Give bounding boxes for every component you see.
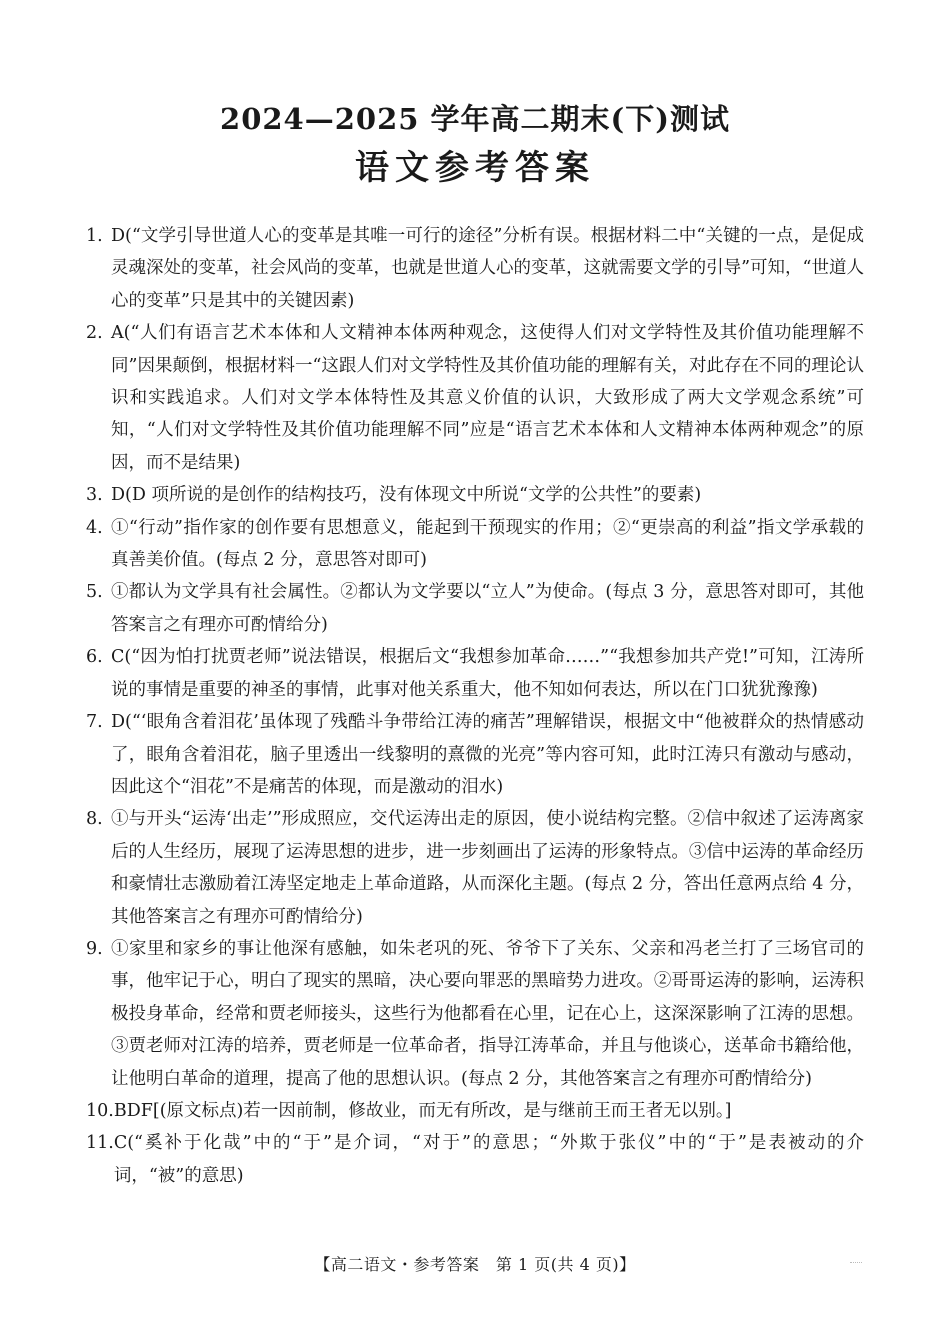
answer-item-4 <box>86 512 864 577</box>
answer-number: 1. <box>86 226 103 246</box>
answer-item-6 <box>86 641 864 706</box>
answer-text: C(“奚补于化哉”中的“于”是介词，“对于”的意思；“外欺于张仪”中的“于”是表被动的介词，“被”的意思) <box>113 1133 864 1186</box>
answer-item-11 <box>86 1127 864 1192</box>
exam-title: 2024—2025 学年高二期末(下)测试 <box>220 102 730 136</box>
answer-item-3 <box>86 479 864 511</box>
answer-number: 4. <box>86 517 103 538</box>
page-footer: 【高二语文・参考答案 第 1 页(共 4 页)】 <box>314 1255 636 1274</box>
answer-text: ①“行动”指作家的创作要有思想意义，能起到干预现实的作用；②“更崇高的利益”指文学承载的真善美价值。(每点 2 分，意思答对即可) <box>111 517 864 571</box>
answer-number: 7. <box>86 712 103 733</box>
answer-item-8 <box>86 803 864 933</box>
answer-item-7 <box>86 706 864 803</box>
answer-number: 11. <box>86 1133 114 1154</box>
answer-text: ①都认为文学具有社会属性。②都认为文学要以“立人”为使命。(每点 3 分，意思答对即可，其他答案言之有理亦可酌情给分) <box>111 582 864 635</box>
answer-list <box>86 220 864 1192</box>
answer-text: D(D 项所说的是创作的结构技巧，没有体现文中所说“文学的公共性”的要素) <box>111 485 702 506</box>
answer-text: ①与开头“运涛‘出走’”形成照应，交代运涛出走的原因，使小说结构完整。②信中叙述了运涛离家后的人生经历，展现了运涛思想的进步，进一步刻画出了运涛的形象特点。③信中运涛的革命经历和豪情壮志激励着江涛坚定地走上革命道路，从而深化主题。(每点 2 分，答出任意两点给 4 分，其他答案言之有理亦可酌情给分) <box>111 809 864 927</box>
answer-text: D(“文学引导世道人心的变革是其唯一可行的途径”分析有误。根据材料二中“关键的一点，是促成灵魂深处的变革，社会风尚的变革，也就是世道人心的变革，这就需要文学的引导”可知，“世道人心的变革”只是其中的关键因素) <box>111 226 864 311</box>
answer-text: A(“人们有语言艺术本体和人文精神本体两种观念，这使得人们对文学特性及其价值功能理解不同”因果颠倒，根据材料一“这跟人们对文学特性及其价值功能的理解有关，对此存在不同的理论认识和实践追求。人们对文学本体特性及其意义价值的认识，大致形成了两大文学观念系统”可知，“人们对文学特性及其价值功能理解不同”应是“语言艺术本体和人文精神本体两种观念”的原因，而不是结果) <box>111 323 864 473</box>
answer-number: 9. <box>86 938 103 959</box>
answer-number: 10. <box>86 1100 114 1121</box>
answer-item-2 <box>86 317 864 479</box>
answer-number: 3. <box>86 485 103 506</box>
answer-text: C(“因为怕打扰贾老师”说法错误，根据后文“我想参加革命……”“我想参加共产党!”可知，江涛所说的事情是重要的神圣的事情，此事对他关系重大，他不知如何表达，所以在门口犹犹豫豫) <box>111 647 864 700</box>
answer-number: 2. <box>86 323 103 344</box>
answer-item-9 <box>86 933 864 1095</box>
answer-number: 5. <box>86 582 103 603</box>
answer-text: D(“‘眼角含着泪花’虽体现了残酷斗争带给江涛的痛苦”理解错误，根据文中“他被群众的热情感动了，眼角含着泪花，脑子里透出一线黎明的熹微的光亮”等内容可知，此时江涛只有激动与感动，因此这个“泪花”不是痛苦的体现，而是激动的泪水) <box>111 712 864 797</box>
answer-number: 6. <box>86 647 103 668</box>
corner-mark <box>850 1262 862 1265</box>
answer-text: ①家里和家乡的事让他深有感触，如朱老巩的死、爷爷下了关东、父亲和冯老兰打了三场官司的事，他牢记于心，明白了现实的黑暗，决心要向罪恶的黑暗势力进攻。②哥哥运涛的影响，运涛积极投身革命，经常和贾老师接头，这些行为他都看在心里，记在心上，这深深影响了江涛的思想。③贾老师对江涛的培养，贾老师是一位革命者，指导江涛革命，并且与他谈心，送革命书籍给他，让他明白革命的道理，提高了他的思想认识。(每点 2 分，其他答案言之有理亦可酌情给分) <box>111 938 864 1089</box>
answer-item-5 <box>86 576 864 641</box>
answer-key-title: 语文参考答案 <box>355 148 595 188</box>
answer-item-10 <box>86 1095 864 1127</box>
answer-text: BDF[(原文标点)若一因前制，修故业，而无有所改，是与继前王而王者无以别。] <box>113 1100 732 1121</box>
answer-number: 8. <box>86 809 103 830</box>
answer-item-1 <box>86 220 864 317</box>
